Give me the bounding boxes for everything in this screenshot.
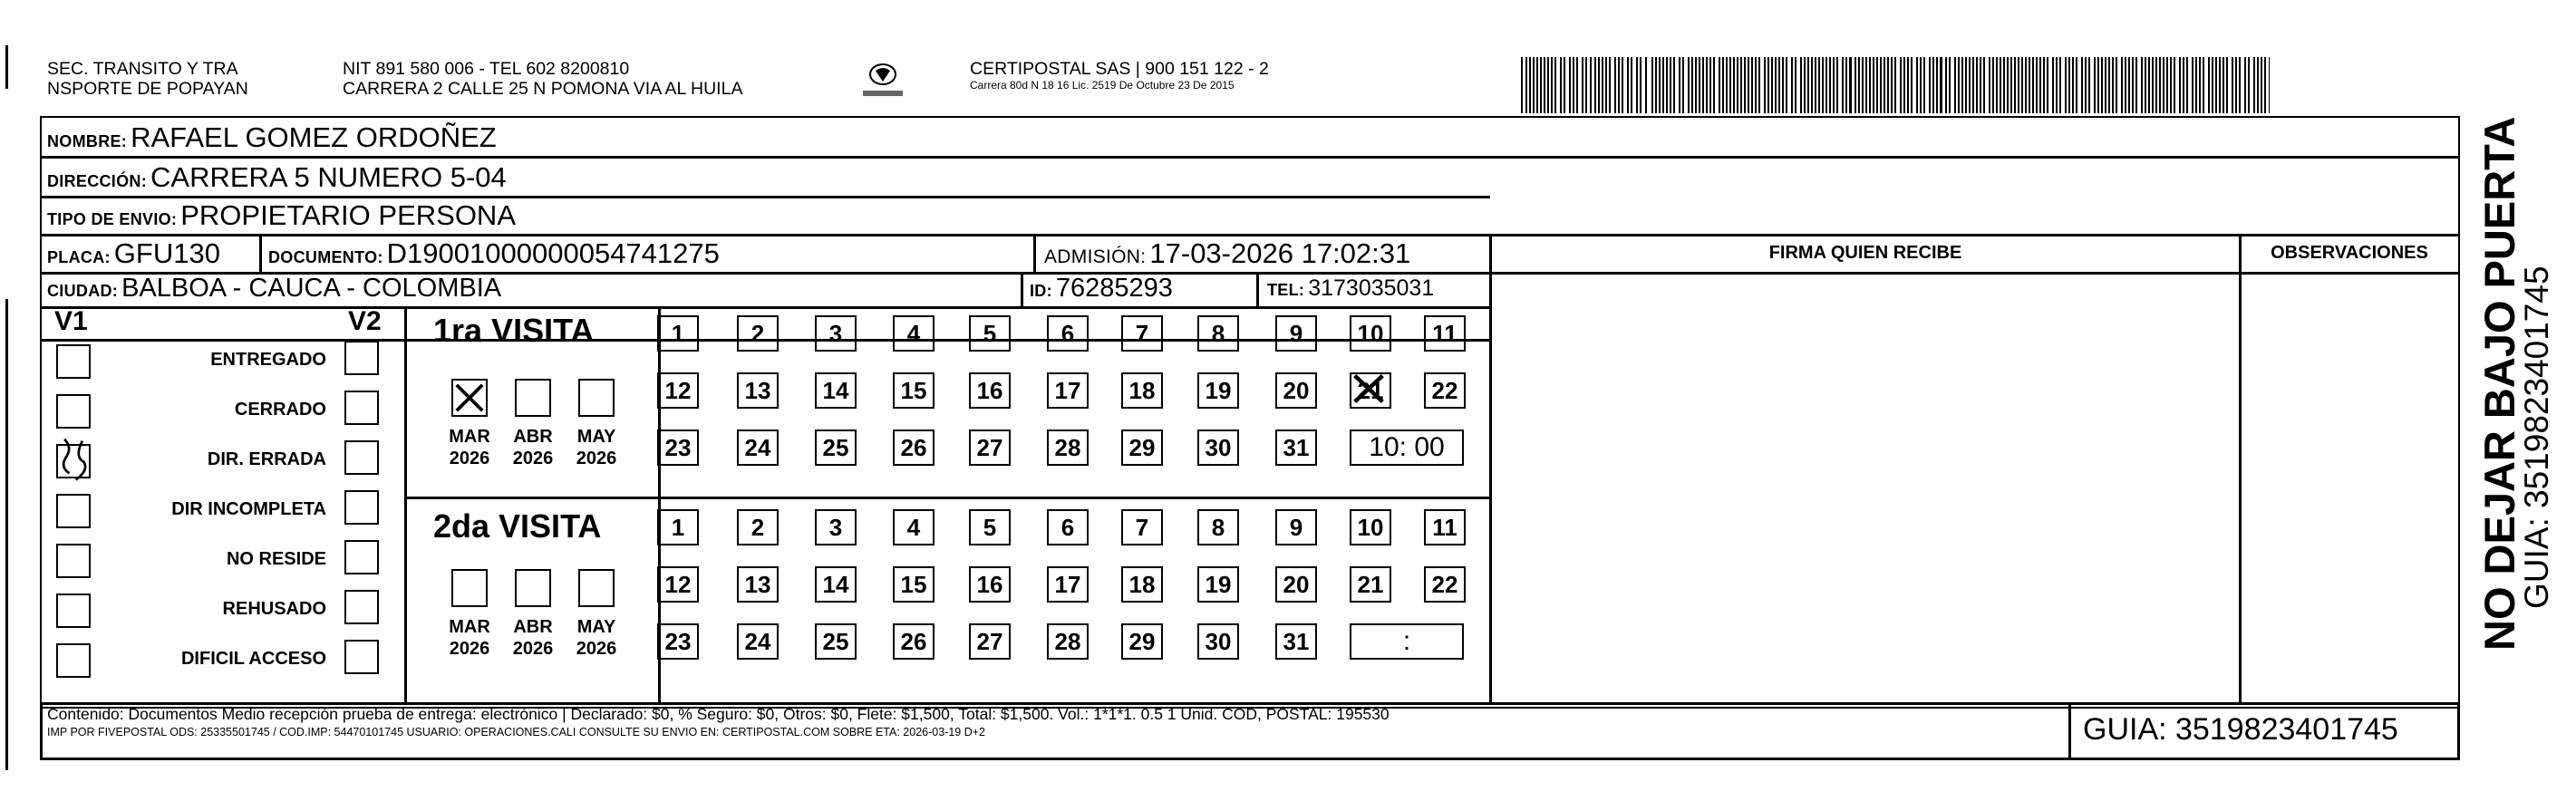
v2-checkbox[interactable] [344, 490, 379, 525]
second-day-box[interactable]: 16 [969, 566, 1011, 603]
v1-checkbox[interactable] [56, 643, 91, 678]
v1-checkbox[interactable] [56, 444, 91, 478]
nombre-field: NOMBRE: RAFAEL GOMEZ ORDOÑEZ [47, 121, 497, 153]
second-day-box[interactable]: 26 [893, 623, 935, 660]
v1-checkbox[interactable] [56, 394, 91, 429]
id-field: ID: 76285293 [1030, 274, 1173, 303]
first-day-box[interactable]: 12 [657, 372, 699, 409]
v2-checkbox[interactable] [344, 440, 379, 475]
firma-header: FIRMA QUIEN RECIBE [1768, 243, 1962, 263]
second-day-box[interactable]: 21 [1350, 566, 1391, 603]
second-day-box[interactable]: 8 [1197, 509, 1239, 545]
v2-checkbox[interactable] [344, 640, 379, 674]
second-day-box[interactable]: 24 [737, 623, 779, 660]
admision-field: ADMISIÓN: 17-03-2026 17:02:31 [1044, 237, 1411, 269]
first-day-box[interactable]: 14 [815, 372, 857, 409]
first-visit-title: 1ra VISITA [433, 312, 595, 349]
first-day-box[interactable]: 1 [657, 315, 699, 352]
second-month-checkbox[interactable] [451, 569, 488, 607]
first-day-box[interactable]: 9 [1275, 315, 1317, 352]
first-day-box[interactable]: 26 [893, 429, 935, 466]
first-day-box[interactable]: 13 [737, 372, 779, 409]
tel-field: TEL: 3173035031 [1267, 275, 1435, 301]
barcode [1521, 57, 2271, 113]
first-day-box[interactable]: 6 [1047, 315, 1089, 352]
second-day-box[interactable]: 6 [1047, 509, 1089, 545]
impresion-text: IMP POR FIVEPOSTAL ODS: 25335501745 / COD.IMP: 54470101745 USUARIO: OPERACIONES.CALI CONSULTE SU ENVIO EN: CERTIPOSTAL.COM SOBRE ETA: 2026-03-19 D+2 [47, 726, 985, 738]
second-day-box[interactable]: 14 [815, 566, 857, 603]
first-day-box[interactable]: 8 [1197, 315, 1239, 352]
first-day-box[interactable]: 30 [1197, 429, 1239, 466]
second-day-box[interactable]: 22 [1424, 566, 1466, 603]
sender-name: SEC. TRANSITO Y TRA NSPORTE DE POPAYAN [47, 59, 248, 99]
second-day-box[interactable]: 20 [1275, 566, 1317, 603]
second-day-box[interactable]: 13 [737, 566, 779, 603]
status-option-label: REHUSADO [222, 599, 326, 619]
first-day-box[interactable]: 16 [969, 372, 1011, 409]
first-month-checkbox[interactable] [515, 379, 551, 417]
second-day-box[interactable]: 9 [1275, 509, 1317, 545]
v1-checkbox[interactable] [56, 344, 91, 379]
first-day-box[interactable]: 15 [893, 372, 935, 409]
v1-checkbox[interactable] [56, 594, 91, 628]
certipostal-logo [861, 60, 905, 100]
placa-field: PLACA: GFU130 [47, 237, 220, 269]
first-day-box[interactable]: 2 [737, 315, 779, 352]
margin-mark-top [5, 45, 8, 89]
documento-field: DOCUMENTO: D19001000000054741275 [268, 237, 720, 269]
second-day-box[interactable]: 7 [1121, 509, 1163, 545]
contenido-text: Contenido: Documentos Medio recepción prueba de entrega: electrónico | Declarado: $0, % Seguro: $0, Otros: $0, Flete: $1,500, Total: $1,500. Vol.: 1*1*1. 0.5 1 Unid. COD, POSTAL: 195530 [47, 705, 1390, 723]
first-day-box[interactable]: 20 [1275, 372, 1317, 409]
first-day-box[interactable]: 3 [815, 315, 857, 352]
v1-header: V1 [54, 306, 88, 336]
second-day-box[interactable]: 17 [1047, 566, 1089, 603]
second-day-box[interactable]: 25 [815, 623, 857, 660]
v1-checkbox[interactable] [56, 494, 91, 528]
second-day-box[interactable]: 18 [1121, 566, 1163, 603]
direccion-field: DIRECCIÓN: CARRERA 5 NUMERO 5-04 [47, 161, 507, 193]
status-option-label: DIR INCOMPLETA [171, 499, 326, 519]
first-day-box[interactable]: 29 [1121, 429, 1163, 466]
second-day-box[interactable]: 5 [969, 509, 1011, 545]
first-day-box[interactable]: 21 [1350, 372, 1391, 409]
second-day-box[interactable]: 3 [815, 509, 857, 545]
first-day-box[interactable]: 28 [1047, 429, 1089, 466]
first-day-box[interactable]: 24 [737, 429, 779, 466]
first-day-box[interactable]: 23 [657, 429, 699, 466]
status-option-label: DIFICIL ACCESO [180, 649, 326, 669]
side-guia: GUIA: 3519823401745 [2518, 265, 2555, 609]
second-day-box[interactable]: 29 [1121, 623, 1163, 660]
v2-checkbox[interactable] [344, 341, 379, 375]
tipo-envio-field: TIPO DE ENVIO: PROPIETARIO PERSONA [47, 199, 516, 231]
first-month-label: ABR 2026 [512, 427, 554, 468]
status-option-label: ENTREGADO [210, 350, 326, 370]
signature-area[interactable] [1492, 275, 2239, 702]
v1-checkbox[interactable] [56, 544, 91, 578]
second-day-box[interactable]: 19 [1197, 566, 1239, 603]
second-day-box[interactable]: 30 [1197, 623, 1239, 660]
footer-guia: GUIA: 3519823401745 [2083, 712, 2398, 747]
margin-mark-bottom [5, 299, 8, 770]
second-month-checkbox[interactable] [578, 569, 615, 607]
first-month-label: MAY 2026 [576, 427, 617, 468]
observations-area[interactable] [2242, 275, 2457, 702]
first-month-label: MAR 2026 [449, 427, 490, 468]
second-day-box[interactable]: 15 [893, 566, 935, 603]
second-month-label: MAR 2026 [449, 617, 490, 659]
second-day-box[interactable]: 1 [657, 509, 699, 545]
second-month-label: MAY 2026 [576, 617, 617, 659]
first-day-box[interactable]: 10 [1350, 315, 1391, 352]
first-day-box[interactable]: 25 [815, 429, 857, 466]
second-day-box[interactable]: 4 [893, 509, 935, 545]
second-time-box[interactable]: : [1350, 623, 1464, 660]
first-day-box[interactable]: 27 [969, 429, 1011, 466]
v2-checkbox[interactable] [344, 391, 379, 425]
second-day-box[interactable]: 27 [969, 623, 1011, 660]
first-day-box[interactable]: 7 [1121, 315, 1163, 352]
first-month-checkbox[interactable] [578, 379, 615, 417]
observaciones-header: OBSERVACIONES [2271, 243, 2428, 263]
status-option-label: DIR. ERRADA [207, 449, 326, 469]
second-month-label: ABR 2026 [512, 617, 554, 659]
second-day-box[interactable]: 28 [1047, 623, 1089, 660]
second-month-checkbox[interactable] [515, 569, 551, 607]
first-day-box[interactable]: 4 [893, 315, 935, 352]
second-day-box[interactable]: 31 [1275, 623, 1317, 660]
first-day-box[interactable]: 5 [969, 315, 1011, 352]
first-month-checkbox[interactable] [451, 379, 488, 417]
sender-nit-address: NIT 891 580 006 - TEL 602 8200810 CARRERA 2 CALLE 25 N POMONA VIA AL HUILA [343, 59, 743, 99]
first-day-box[interactable]: 22 [1424, 372, 1466, 409]
first-day-box[interactable]: 17 [1047, 372, 1089, 409]
first-time-box[interactable]: 10: 00 [1350, 429, 1464, 466]
second-day-box[interactable]: 12 [657, 566, 699, 603]
second-day-box[interactable]: 10 [1350, 509, 1391, 545]
v2-checkbox[interactable] [344, 590, 379, 624]
second-day-box[interactable]: 23 [657, 623, 699, 660]
second-day-box[interactable]: 2 [737, 509, 779, 545]
first-day-box[interactable]: 18 [1121, 372, 1163, 409]
v2-header: V2 [348, 306, 382, 336]
no-dejar-warning: NO DEJAR BAJO PUERTA [2475, 116, 2523, 651]
status-option-label: NO RESIDE [226, 549, 326, 569]
status-option-label: CERRADO [234, 400, 326, 420]
first-day-box[interactable]: 31 [1275, 429, 1317, 466]
v2-checkbox[interactable] [344, 540, 379, 574]
first-day-box[interactable]: 19 [1197, 372, 1239, 409]
carrier-info: CERTIPOSTAL SAS | 900 151 122 - 2 Carrera 80d N 18 16 Lic. 2519 De Octubre 23 De 2015 [970, 59, 1269, 92]
second-day-box[interactable]: 11 [1424, 509, 1466, 545]
second-visit-title: 2da VISITA [433, 507, 602, 545]
ciudad-field: CIUDAD: BALBOA - CAUCA - COLOMBIA [47, 274, 502, 303]
first-day-box[interactable]: 11 [1424, 315, 1466, 352]
